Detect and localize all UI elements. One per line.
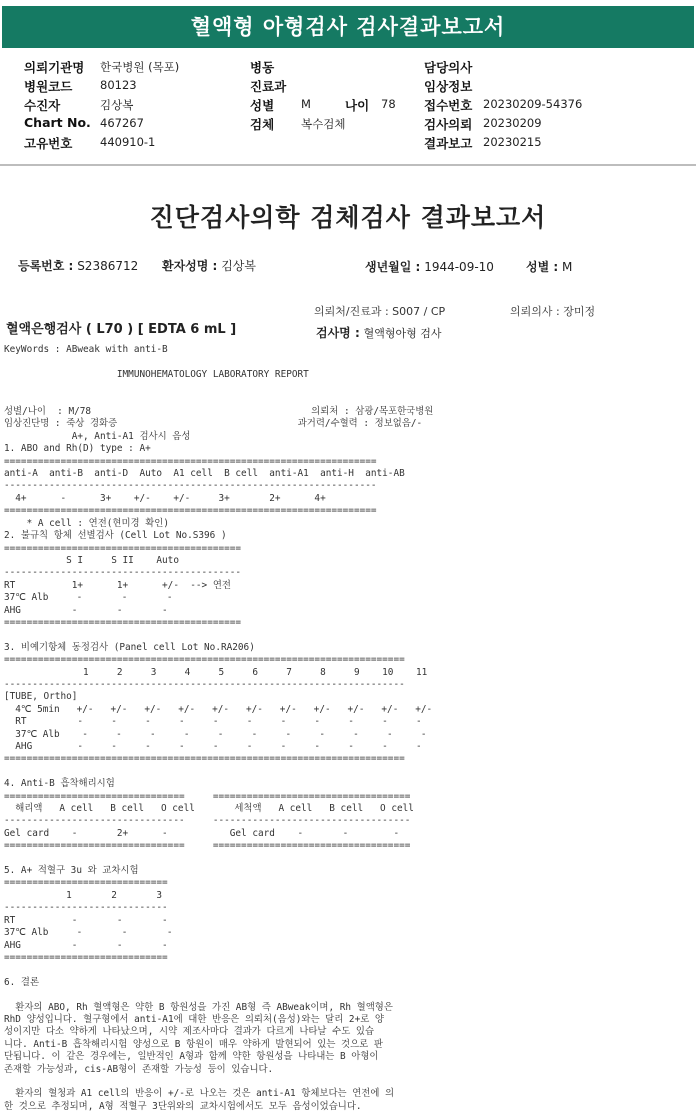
dob-value: 1944-09-10 — [424, 260, 494, 274]
unique-value: 440910-1 — [100, 135, 156, 149]
doctor-label: 담당의사 — [424, 60, 473, 75]
document-title: 진단검사의학 검체검사 결과보고서 — [149, 203, 547, 232]
report-line: 성별/나이 : M/78 의뢰처 : 삼광/목포한국병원 — [4, 406, 434, 418]
report-line: 환자의 혈청과 A1 cell의 반응이 +/-로 나오는 것은 anti-A1 항체보다는 연전에 의 — [4, 1088, 395, 1100]
report-line: ======================================================================= — [4, 753, 405, 765]
report-line: RhD 양성입니다. 혈구형에서 anti-A1에 대한 반응은 의뢰처(음성)와는 달리 2+로 양 — [4, 1013, 384, 1025]
name-label: 환자성명 : — [162, 259, 218, 273]
request-label: 검사의뢰 — [424, 117, 473, 132]
receipt-value: 20230209-54376 — [483, 97, 583, 111]
report-line: A+, Anti-A1 검사시 음성 — [4, 430, 191, 442]
name-value: 김상복 — [221, 259, 256, 273]
report-line: 37℃ Alb - - - — [4, 592, 173, 604]
doc-sex-label: 성별 : — [526, 260, 559, 274]
report-line: 1. ABO and Rh(D) type : A+ — [4, 443, 151, 455]
report-line — [4, 356, 433, 368]
report-line: ----------------------------- — [4, 902, 168, 914]
report-line: ================================================================== — [4, 505, 377, 517]
request-doctor: 의뢰의사 : 장미정 — [510, 305, 596, 318]
report-line: ================================ =================================== — [4, 840, 411, 852]
dept-label: 진료과 — [250, 79, 287, 94]
report-line — [4, 853, 433, 865]
age-value: 78 — [381, 97, 396, 111]
unique-label: 고유번호 — [24, 136, 73, 151]
report-line: ----------------------------------------------------------------------- — [4, 678, 405, 690]
header-info — [0, 52, 696, 165]
specimen-label: 검체 — [250, 117, 275, 132]
sex-info — [526, 258, 572, 275]
report-line: 1 2 3 — [4, 889, 163, 901]
hospital-value: 한국병원 (목포) — [100, 60, 180, 74]
report-line: ================================ =================================== — [4, 790, 411, 802]
report-title: 혈액형 아형검사 검사결과보고서 — [2, 6, 694, 48]
report-line: -------------------------------- ----------------------------------- — [4, 815, 411, 827]
report-line: 37℃ Alb - - - - - - - - - - - — [4, 728, 427, 740]
report-line: 한 것으로 추정되며, A형 적혈구 3단위와의 교차시험에서도 모두 음성이었습니다. — [4, 1100, 362, 1112]
report-line: 37℃ Alb - - - — [4, 927, 173, 939]
report-line: 환자의 ABO, Rh 혈액형은 약한 B 항원성을 가진 AB형 즉 ABweak이며, Rh 혈액형은 — [4, 1001, 393, 1013]
patient-name-info — [162, 257, 256, 274]
report-line: 5. A+ 적혈구 3u 와 교차시험 — [4, 865, 139, 877]
clinical-label: 임상정보 — [424, 79, 473, 94]
chart-value: 467267 — [100, 116, 144, 130]
report-line: ============================= — [4, 951, 168, 963]
report-body — [4, 344, 433, 1113]
test-name-value: 혈액형아형 검사 — [363, 327, 442, 340]
report-line: 4. Anti-B 흡착해리시험 — [4, 778, 115, 790]
report-line — [4, 381, 433, 393]
dob-label: 생년월일 : — [365, 260, 421, 274]
reg-value: S2386712 — [77, 259, 139, 273]
test-name-label: 검사명 : — [316, 326, 360, 340]
report-line: 단됩니다. 이 같은 경우에는, 일반적인 A형과 함께 약한 항원성을 나타내는 B 아형이 — [4, 1051, 379, 1063]
report-line: ------------------------------------------ — [4, 567, 242, 579]
receipt-label: 접수번호 — [424, 98, 473, 113]
report-line: Gel card - 2+ - Gel card - - - — [4, 827, 400, 839]
doc-sex-value: M — [562, 260, 573, 274]
dob-info — [365, 258, 494, 275]
code-value: 80123 — [100, 78, 137, 92]
report-line: 1 2 3 4 5 6 7 8 9 10 11 — [4, 666, 428, 678]
report-line: ========================================== — [4, 542, 242, 554]
report-line: ============================= — [4, 877, 168, 889]
hospital-label: 의뢰기관명 — [24, 60, 85, 75]
test-title: 혈액은행검사 ( L70 ) [ EDTA 6 mL ] — [6, 322, 237, 337]
report-line: 6. 결론 — [4, 976, 40, 988]
report-line: 니다. Anti-B 흡착해리시험 양성으로 B 항원이 매우 약하게 발현되어 있는 것으로 판 — [4, 1038, 383, 1050]
code-label: 병원코드 — [24, 79, 73, 94]
report-line — [4, 1076, 433, 1088]
report-line: [TUBE, Ortho] — [4, 691, 78, 703]
report-line: RT - - - — [4, 914, 168, 926]
report-line: IMMUNOHEMATOLOGY LABORATORY REPORT — [4, 368, 309, 380]
report-line: ================================================================== — [4, 455, 377, 467]
patient-value: 김상복 — [100, 98, 134, 112]
report-line: KeyWords : ABweak with anti-B — [4, 344, 168, 355]
header-separator — [0, 164, 696, 166]
report-line: 임상진단명 : 죽상 경화증 과거력/수혈력 : 정보없음/- — [4, 418, 423, 430]
report-line — [4, 766, 433, 778]
report-line: * A cell : 연전(현미경 확인) — [4, 517, 169, 529]
title-bar — [0, 0, 696, 50]
patient-label: 수진자 — [24, 98, 61, 113]
report-line: ======================================================================= — [4, 654, 405, 666]
report-line — [4, 964, 433, 976]
report-line — [4, 629, 433, 641]
report-line: 성이지만 다소 약하게 나타났으며, 시약 제조사마다 결과가 다르게 나타날 수도 있습 — [4, 1026, 375, 1038]
report-label: 결과보고 — [424, 136, 473, 151]
report-line: RT 1+ 1+ +/- --> 연전 — [4, 579, 231, 591]
reg-label: 등록번호 : — [18, 259, 74, 273]
report-line: AHG - - - — [4, 939, 168, 951]
report-line: 4+ - 3+ +/- +/- 3+ 2+ 4+ — [4, 492, 326, 504]
specimen-value: 복수검체 — [301, 117, 346, 131]
report-line: S I S II Auto — [4, 554, 179, 566]
report-line — [4, 989, 433, 1001]
report-line: 4℃ 5min +/- +/- +/- +/- +/- +/- +/- +/- +/- +/- +/- — [4, 703, 433, 715]
ward-label: 병동 — [250, 60, 275, 75]
request-dept: 의뢰처/진료과 : S007 / CP — [314, 305, 446, 318]
registration-info — [18, 257, 138, 274]
report-line: RT - - - - - - - - - - - — [4, 716, 422, 728]
chart-label: Chart No. — [24, 115, 91, 130]
test-name-info — [316, 324, 441, 341]
age-label: 나이 — [345, 98, 370, 113]
report-line: AHG - - - - - - - - - - - — [4, 741, 422, 752]
report-line: 존재할 가능성과, cis-AB형이 존재할 가능성 등이 있습니다. — [4, 1063, 274, 1075]
report-line — [4, 394, 433, 406]
report-line: 해리액 A cell B cell O cell 세척액 A cell B cell O cell — [4, 803, 414, 815]
report-line: anti-A anti-B anti-D Auto A1 cell B cell anti-A1 anti-H anti-AB — [4, 468, 405, 480]
sex-label: 성별 — [250, 98, 275, 113]
report-line: ------------------------------------------------------------------ — [4, 480, 377, 492]
report-line: ========================================== — [4, 616, 242, 628]
report-value: 20230215 — [483, 135, 542, 149]
report-line: 2. 불규칙 항체 선별검사 (Cell Lot No.S396 ) — [4, 530, 227, 542]
request-value: 20230209 — [483, 116, 542, 130]
sex-value: M — [301, 97, 311, 111]
report-line: AHG - - - — [4, 604, 168, 616]
report-line: 3. 비예기항체 동정검사 (Panel cell Lot No.RA206) — [4, 641, 255, 653]
